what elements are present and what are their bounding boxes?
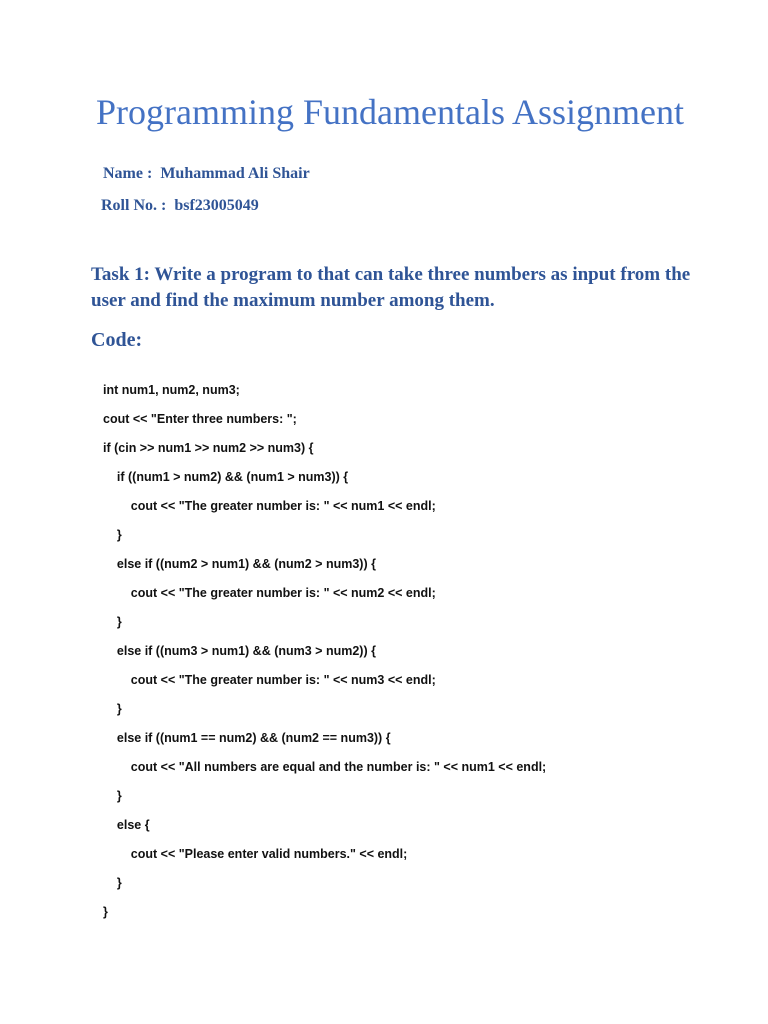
code-line: else if ((num2 > num1) && (num2 > num3)) { [103,557,376,571]
code-block [103,381,546,932]
code-line: cout << "Enter three numbers: "; [103,412,297,426]
code-line: } [103,789,122,803]
code-line: if (cin >> num1 >> num2 >> num3) { [103,441,314,455]
task-description: Task 1: Write a program to that can take three numbers as input from the user and find the maximum number among them. [91,264,691,311]
code-line: else if ((num1 == num2) && (num2 == num3)) { [103,731,391,745]
roll-value: bsf23005049 [174,197,259,214]
code-line: } [103,615,122,629]
document-title: Programming Fundamentals Assignment [96,92,684,132]
code-line: cout << "The greater number is: " << num1 << endl; [103,499,436,513]
roll-label: Roll No. : [101,197,167,214]
code-line: else { [103,818,150,832]
student-name [103,166,310,182]
roll-number [101,198,259,214]
code-line: else if ((num3 > num1) && (num3 > num2)) { [103,644,376,658]
code-line: cout << "The greater number is: " << num2 << endl; [103,586,436,600]
code-line: cout << "Please enter valid numbers." << endl; [103,847,408,861]
code-line: int num1, num2, num3; [103,383,240,397]
code-line: } [103,702,122,716]
code-line: } [103,905,108,919]
code-line: cout << "The greater number is: " << num3 << endl; [103,673,436,687]
name-value: Muhammad Ali Shair [160,165,310,182]
code-line: cout << "All numbers are equal and the number is: " << num1 << endl; [103,760,547,774]
code-heading: Code: [91,329,143,351]
code-line: if ((num1 > num2) && (num1 > num3)) { [103,470,349,484]
code-line: } [103,876,122,890]
code-line: } [103,528,122,542]
name-label: Name : [103,165,153,182]
